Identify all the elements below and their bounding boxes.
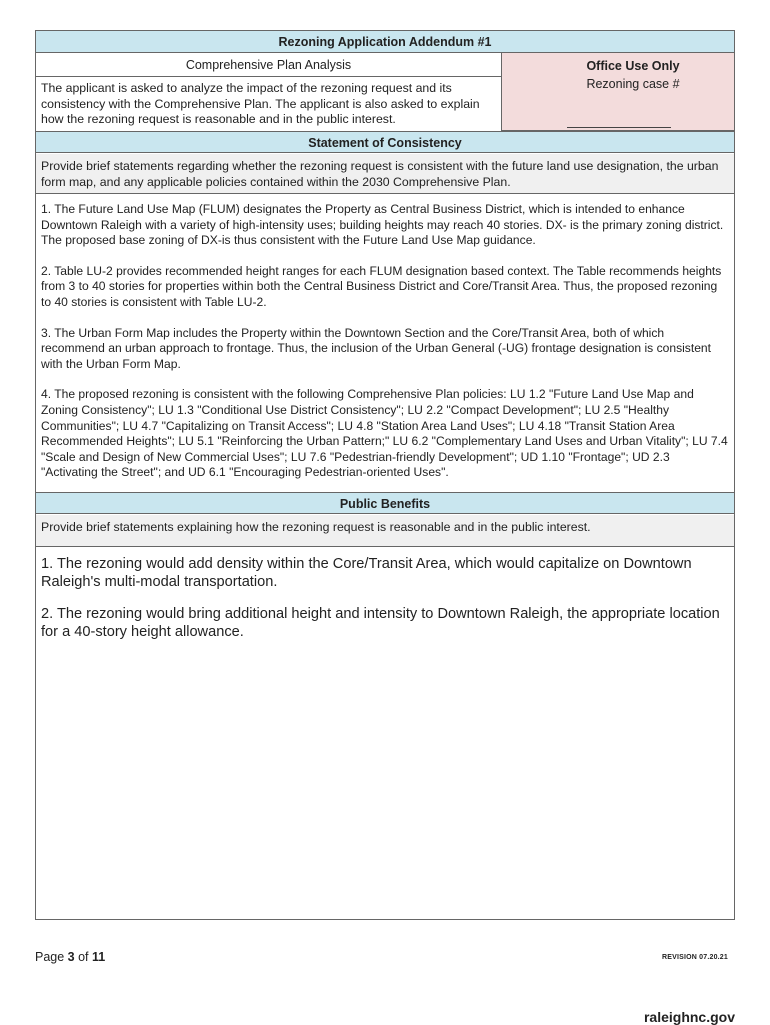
rezoning-case-label: Rezoning case # bbox=[586, 77, 680, 91]
benefits-prompt: Provide brief statements explaining how the rezoning request is reasonable and in the public interest. bbox=[36, 515, 734, 547]
consistency-item-4: 4. The proposed rezoning is consistent with the following Comprehensive Plan policies: LU 1.2 "Future Land Use Map and Zoning Consistency"; LU 1.3 "Conditional Use District Consistency"; LU 2.2 "Compact Development"; LU 2.5 "Healthy Communities"; LU 4.7 "Capitalizing on Transit Access"; LU 4.8 "Station Area Land Uses"; LU 4.18 "Transit Station Area Recommended Heights"; LU 5.1 "Reinforcing the Urban Pattern;" LU 6.2 "Complementary Land Uses and Urban Vitality"; LU 7.4 "Scale and Design of New Commercial Uses"; LU 7.6 "Pedestrian-friendly Development"; UD 1.10 "Frontage"; UD 2.3 "Activating the Street"; and UD 6.1 "Encouraging Pedestrian-oriented Uses". bbox=[41, 387, 728, 480]
benefits-statements[interactable] bbox=[36, 555, 734, 655]
office-use-box bbox=[502, 53, 734, 131]
intro-text: The applicant is asked to analyze the impact of the rezoning request and its consistency with the Comprehensive Plan. The applicant is also asked to explain how the rezoning request is reasonable and in the public interest. bbox=[41, 81, 480, 126]
rezoning-case-field[interactable] bbox=[567, 127, 671, 128]
consistency-statements[interactable] bbox=[36, 202, 734, 496]
benefit-item-1: 1. The rezoning would add density within the Core/Transit Area, which would capitalize on Downtown Raleigh's multi-modal transportation. bbox=[41, 556, 692, 590]
form-title: Rezoning Application Addendum #1 bbox=[36, 31, 734, 53]
benefit-item-2: 2. The rezoning would bring additional height and intensity to Downtown Raleigh, the appropriate location for a 40-story height allowance. bbox=[41, 606, 720, 640]
office-use-title: Office Use Only bbox=[586, 59, 680, 73]
site-url: raleighnc.gov bbox=[643, 1009, 735, 1025]
plan-analysis-section bbox=[36, 53, 502, 131]
consistency-item-2: 2. Table LU-2 provides recommended height ranges for each FLUM designation based context. The Table recommends heights from 3 to 40 stories for properties within both the Central Business District and Core/Transit Area. Thus, the proposed rezoning to 40 stories is consistent with Table LU-2. bbox=[41, 263, 722, 309]
benefits-header: Public Benefits bbox=[36, 492, 734, 514]
consistency-header: Statement of Consistency bbox=[36, 131, 734, 153]
section-subtitle: Comprehensive Plan Analysis bbox=[36, 53, 501, 77]
addendum-form bbox=[35, 30, 735, 920]
page-number: Page 3 of 11 bbox=[35, 950, 106, 964]
consistency-item-3: 3. The Urban Form Map includes the Property within the Downtown Section and the Core/Transit Area, both of which recommend an urban approach to frontage. Thus, the inclusion of the Urban General (-UG) frontage designation is consistent with the Urban Form Map. bbox=[41, 325, 712, 371]
revision-label: REVISION 07.20.21 bbox=[661, 954, 728, 961]
consistency-item-1: 1. The Future Land Use Map (FLUM) designates the Property as Central Business District, which is intended to enhance Downtown Raleigh with a variety of high-intensity uses; building heights may reach 40 stories. DX- is the primary zoning district. The proposed base zoning of DX-is thus consistent with the Future Land Use Map guidance. bbox=[41, 202, 724, 248]
consistency-prompt: Provide brief statements regarding whether the rezoning request is consistent with the future land use designation, the urban form map, and any applicable policies contained within the 2030 Comprehensive Plan. bbox=[36, 154, 734, 194]
